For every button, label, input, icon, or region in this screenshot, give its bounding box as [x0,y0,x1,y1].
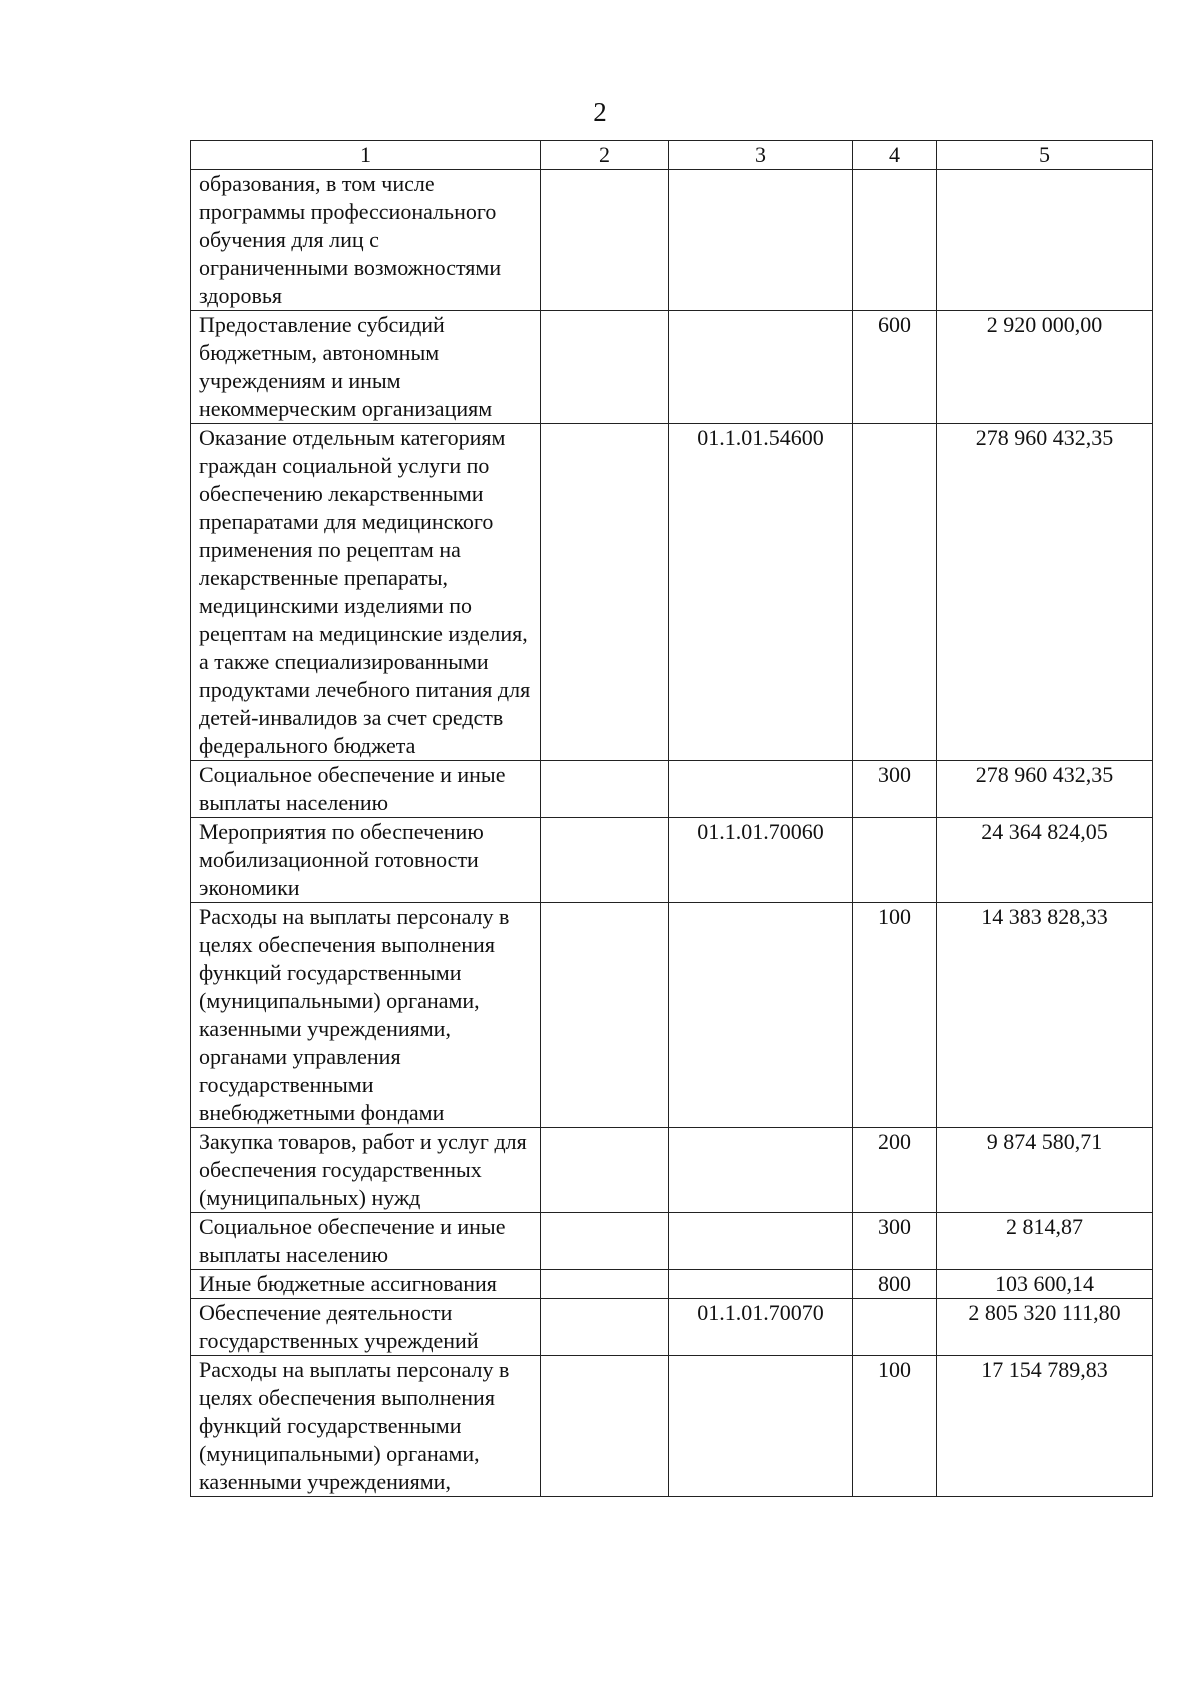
table-row [191,818,1153,903]
col-header-1: 1 [191,141,541,170]
row-amount: 2 814,87 [937,1213,1153,1270]
row-target-code [669,311,853,424]
table-row [191,903,1153,1128]
row-amount: 2 805 320 111,80 [937,1299,1153,1356]
row-expense-type: 100 [853,1356,937,1497]
row-amount [937,170,1153,311]
table-row [191,761,1153,818]
row-amount: 9 874 580,71 [937,1128,1153,1213]
row-amount: 14 383 828,33 [937,903,1153,1128]
row-expense-type: 300 [853,761,937,818]
row-name: Расходы на выплаты персоналу в целях обеспечения выполнения функций государственными (муниципальными) органами, казенными учреждениями, органами управления государственными внебюджетными фондами [191,903,541,1128]
table-row [191,1128,1153,1213]
row-amount: 24 364 824,05 [937,818,1153,903]
row-amount: 278 960 432,35 [937,424,1153,761]
row-name: Оказание отдельным категориям граждан социальной услуги по обеспечению лекарственными препаратами для медицинского применения по рецептам на лекарственные препараты, медицинскими изделиями по рецептам на медицинские изделия, а также специализированными продуктами лечебного питания для детей-инвалидов за счет средств федерального бюджета [191,424,541,761]
row-expense-type: 800 [853,1270,937,1299]
row-name: Предоставление субсидий бюджетным, автономным учреждениям и иным некоммерческим организациям [191,311,541,424]
row-target-code: 01.1.01.70060 [669,818,853,903]
table-row [191,170,1153,311]
row-col2 [541,1356,669,1497]
row-col2 [541,818,669,903]
row-target-code: 01.1.01.70070 [669,1299,853,1356]
budget-table [190,140,1153,1497]
row-target-code [669,1213,853,1270]
col-header-3: 3 [669,141,853,170]
table-row [191,1270,1153,1299]
row-col2 [541,170,669,311]
row-col2 [541,1299,669,1356]
row-col2 [541,311,669,424]
row-expense-type [853,1299,937,1356]
col-header-2: 2 [541,141,669,170]
row-name: Закупка товаров, работ и услуг для обеспечения государственных (муниципальных) нужд [191,1128,541,1213]
row-target-code [669,1128,853,1213]
row-target-code [669,1270,853,1299]
row-target-code [669,903,853,1128]
row-amount: 103 600,14 [937,1270,1153,1299]
row-col2 [541,903,669,1128]
row-expense-type: 100 [853,903,937,1128]
row-col2 [541,1128,669,1213]
page-number: 2 [593,97,607,127]
row-col2 [541,424,669,761]
row-amount: 17 154 789,83 [937,1356,1153,1497]
row-name: образования, в том числе программы профессионального обучения для лиц с ограниченными возможностями здоровья [191,170,541,311]
row-expense-type: 600 [853,311,937,424]
row-amount: 278 960 432,35 [937,761,1153,818]
row-col2 [541,761,669,818]
row-name: Обеспечение деятельности государственных учреждений [191,1299,541,1356]
table-row [191,1356,1153,1497]
table-row [191,1213,1153,1270]
row-name: Иные бюджетные ассигнования [191,1270,541,1299]
row-target-code [669,1356,853,1497]
col-header-5: 5 [937,141,1153,170]
row-name: Расходы на выплаты персоналу в целях обеспечения выполнения функций государственными (муниципальными) органами, казенными учреждениями, [191,1356,541,1497]
col-header-4: 4 [853,141,937,170]
row-expense-type: 200 [853,1128,937,1213]
row-expense-type: 300 [853,1213,937,1270]
row-name: Социальное обеспечение и иные выплаты населению [191,761,541,818]
row-target-code [669,170,853,311]
row-target-code [669,761,853,818]
header-row [191,141,1153,170]
table-row [191,424,1153,761]
table-row [191,311,1153,424]
row-amount: 2 920 000,00 [937,311,1153,424]
row-col2 [541,1270,669,1299]
row-col2 [541,1213,669,1270]
table-row [191,1299,1153,1356]
row-expense-type [853,424,937,761]
row-target-code: 01.1.01.54600 [669,424,853,761]
row-expense-type [853,170,937,311]
row-name: Социальное обеспечение и иные выплаты населению [191,1213,541,1270]
row-expense-type [853,818,937,903]
row-name: Мероприятия по обеспечению мобилизационной готовности экономики [191,818,541,903]
